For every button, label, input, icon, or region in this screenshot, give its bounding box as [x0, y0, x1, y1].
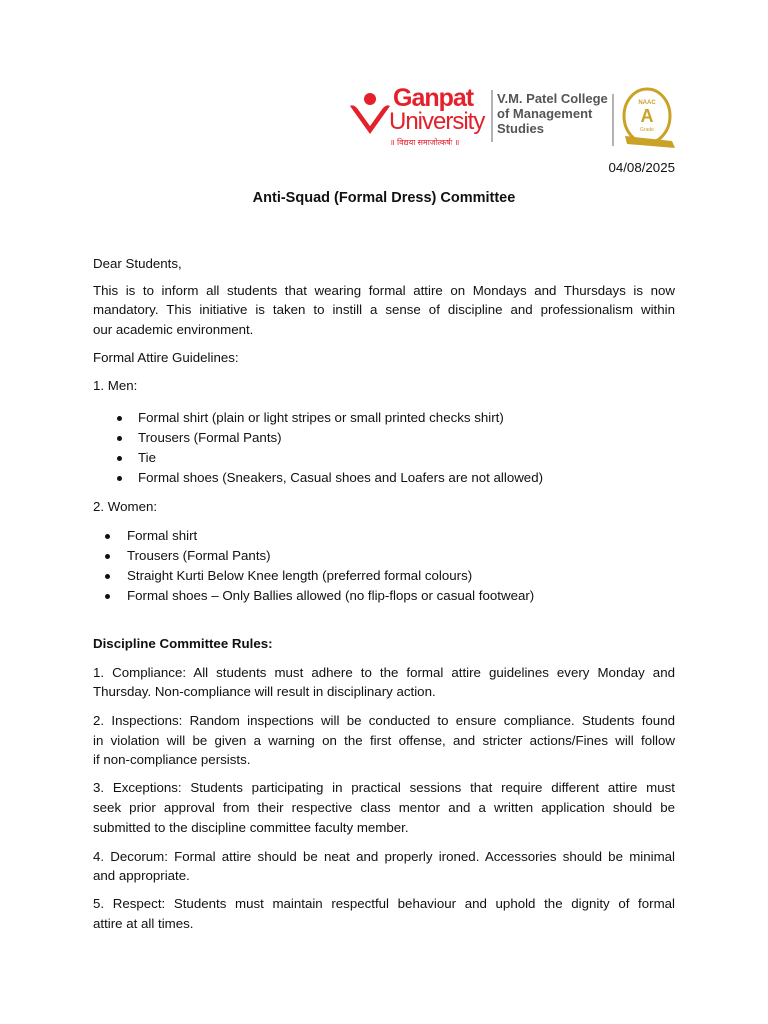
list-item: Straight Kurti Below Knee length (preferred formal colours) — [127, 568, 473, 583]
bullet-icon — [117, 456, 122, 461]
logo-ganpat: Ganpat — [393, 84, 474, 112]
salutation: Dear Students, — [93, 256, 182, 271]
bullet-icon — [105, 554, 110, 559]
list-item: Tie — [138, 450, 156, 465]
rule-line: 4. Decorum: Formal attire should be neat and properly ironed. Accessories should be minimal — [93, 849, 675, 864]
bullet-icon — [105, 534, 110, 539]
logo-college-line2: of Management — [497, 106, 593, 121]
list-item: Formal shoes (Sneakers, Casual shoes and Loafers are not allowed) — [138, 470, 544, 485]
list-item: Trousers (Formal Pants) — [127, 548, 271, 563]
naac-grade: A — [640, 106, 654, 126]
bullet-icon — [105, 594, 110, 599]
list-item: Formal shirt (plain or light stripes or small printed checks shirt) — [138, 410, 504, 425]
rules-heading: Discipline Committee Rules: — [93, 636, 273, 651]
naac-label: NAAC — [638, 100, 656, 106]
intro-line: This is to inform all students that wearing formal attire on Mondays and Thursdays is now — [93, 283, 675, 298]
rule-line: if non-compliance persists. — [93, 752, 251, 767]
intro-line: mandatory. This initiative is taken to instill a sense of discipline and professionalism within — [93, 302, 675, 317]
bullet-icon — [117, 476, 122, 481]
list-item: Formal shoes – Only Ballies allowed (no flip-flops or casual footwear) — [127, 588, 535, 603]
logo-college-line1: V.M. Patel College — [497, 91, 608, 106]
bullet-icon — [117, 436, 122, 441]
men-heading: 1. Men: — [93, 378, 138, 393]
rule-line: 3. Exceptions: Students participating in practical sessions that require different attire must — [93, 780, 675, 795]
women-heading: 2. Women: — [93, 499, 158, 514]
rule-line: Thursday. Non-compliance will result in disciplinary action. — [93, 684, 436, 699]
rule-line: and appropriate. — [93, 868, 190, 883]
logo-motto: ॥ विद्यया समाजोत्कर्षः ॥ — [390, 138, 460, 147]
list-item: Trousers (Formal Pants) — [138, 430, 282, 445]
naac-grade-label: Grade — [640, 127, 654, 133]
rule-line: 5. Respect: Students must maintain respectful behaviour and uphold the dignity of formal — [93, 896, 675, 911]
letter-date: 04/08/2025 — [608, 160, 675, 175]
rule-line: submitted to the discipline committee faculty member. — [93, 820, 409, 835]
list-item: Formal shirt — [127, 528, 198, 543]
bullet-icon — [105, 574, 110, 579]
rule-line: in violation will be given a warning on the first offense, and stricter actions/Fines will follow — [93, 733, 675, 748]
guidelines-heading: Formal Attire Guidelines: — [93, 350, 239, 365]
rule-line: attire at all times. — [93, 916, 194, 931]
logo-university: University — [389, 108, 485, 135]
intro-line: our academic environment. — [93, 322, 254, 337]
bullet-icon — [117, 416, 122, 421]
rule-line: seek prior approval from their respective class mentor and a written application should be — [93, 800, 675, 815]
university-logo — [345, 84, 680, 154]
letter-title: Anti-Squad (Formal Dress) Committee — [252, 190, 516, 206]
rule-line: 2. Inspections: Random inspections will be conducted to ensure compliance. Students found — [93, 713, 675, 728]
rule-line: 1. Compliance: All students must adhere to the formal attire guidelines every Monday and — [93, 665, 675, 680]
logo-college-line3: Studies — [497, 121, 544, 136]
